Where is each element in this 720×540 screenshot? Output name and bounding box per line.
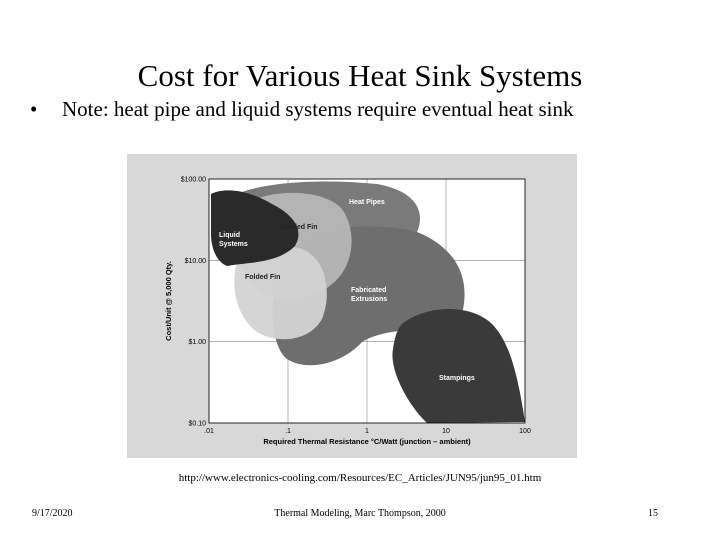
bullet-icon: • (30, 97, 38, 121)
label-heat-pipes: Heat Pipes (349, 199, 385, 206)
label-bonded-fin: Bonded Fin (279, 224, 318, 231)
note-bullet (30, 96, 710, 122)
label-liquid-systems-1: Liquid (219, 232, 240, 239)
x-tick-labels (204, 428, 531, 435)
y-tick-label: $10.00 (184, 257, 206, 265)
label-fabricated-extrusions-2: Extrusions (351, 296, 388, 303)
x-tick-label: .1 (285, 428, 291, 435)
chart-svg (127, 154, 577, 458)
footer-page-number: 15 (648, 508, 658, 519)
footer-date: 9/17/2020 (32, 508, 73, 519)
slide-title: Cost for Various Heat Sink Systems (137, 58, 583, 93)
y-tick-label: $1.00 (188, 339, 206, 347)
label-liquid-systems-2: Systems (219, 241, 248, 248)
y-tick-labels (181, 177, 206, 428)
source-url[interactable]: http://www.electronics-cooling.com/Resources/EC_Articles/JUN95/jun95_01.htm (178, 472, 542, 484)
heat-sink-cost-chart (127, 154, 577, 458)
y-tick-label: $0.10 (188, 420, 206, 428)
label-stampings: Stampings (439, 375, 475, 382)
x-tick-label: 1 (365, 428, 369, 435)
y-axis-title: Cost/Unit @ 5,000 Qty. (164, 261, 173, 341)
label-folded-fin: Folded Fin (245, 274, 281, 281)
x-tick-label: .01 (204, 428, 214, 435)
x-tick-label: 10 (442, 428, 450, 435)
x-axis-title: Required Thermal Resistance °C/Watt (junction – ambient) (263, 437, 471, 446)
x-tick-label: 100 (519, 428, 531, 435)
y-tick-label: $100.00 (180, 176, 206, 184)
label-fabricated-extrusions-1: Fabricated (351, 287, 387, 294)
note-text: Note: heat pipe and liquid systems require eventual heat sink (62, 97, 574, 121)
footer-credit: Thermal Modeling, Marc Thompson, 2000 (274, 508, 446, 519)
